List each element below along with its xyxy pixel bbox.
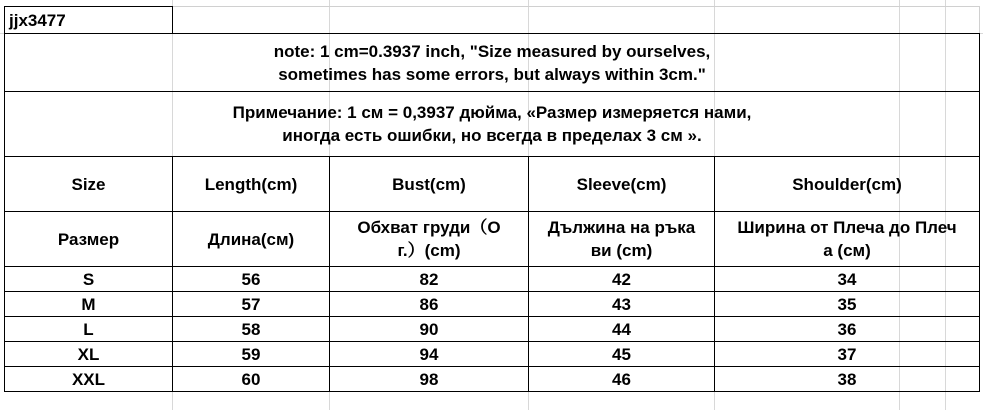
header-size-ru-line-1: Размер	[57, 229, 120, 249]
header-shoulder-ru-line-2: а (см)	[823, 241, 871, 260]
header-length[interactable]: Length(cm)	[173, 157, 330, 212]
header-size-ru[interactable]	[5, 212, 173, 267]
shoulder-cell[interactable]: 35	[715, 292, 980, 317]
english-note-line-1: note: 1 cm=0.3937 inch, "Size measured by ourselves,	[273, 41, 711, 61]
shoulder-cell[interactable]: 36	[715, 317, 980, 342]
size-cell[interactable]: M	[5, 292, 173, 317]
shoulder-cell[interactable]: 37	[715, 342, 980, 367]
shoulder-cell[interactable]: 34	[715, 267, 980, 292]
size-cell[interactable]: L	[5, 317, 173, 342]
bust-cell[interactable]: 98	[330, 367, 529, 392]
header-shoulder-ru-line-1: Ширина от Плеча до Плеч	[737, 218, 957, 237]
header-sleeve-ru-line-1: Дължина на ръка	[547, 218, 696, 237]
header-shoulder[interactable]: Shoulder(cm)	[715, 157, 980, 212]
table-row	[5, 367, 980, 392]
header-sleeve[interactable]: Sleeve(cm)	[529, 157, 715, 212]
bust-cell[interactable]: 82	[330, 267, 529, 292]
header-sleeve-ru-line-2: ви (cm)	[590, 241, 653, 260]
table-row	[5, 342, 980, 367]
header-size[interactable]: Size	[5, 157, 173, 212]
table-row	[5, 292, 980, 317]
header-row-localized	[5, 212, 980, 267]
length-cell[interactable]: 56	[173, 267, 330, 292]
table-row	[5, 317, 980, 342]
length-cell[interactable]: 60	[173, 367, 330, 392]
sleeve-cell[interactable]: 43	[529, 292, 715, 317]
size-cell[interactable]: S	[5, 267, 173, 292]
header-bust-ru-line-1: Обхват груди（О	[357, 218, 501, 237]
size-cell[interactable]: XL	[5, 342, 173, 367]
sleeve-cell[interactable]: 44	[529, 317, 715, 342]
english-note-line-2: sometimes has some errors, but always within 3cm."	[278, 64, 706, 84]
header-bust-ru[interactable]	[330, 212, 529, 267]
shoulder-cell[interactable]: 38	[715, 367, 980, 392]
product-code-cell[interactable]: jjx3477	[5, 7, 173, 34]
header-length-ru[interactable]	[173, 212, 330, 267]
code-row	[5, 7, 980, 34]
header-length-ru-line-1: Длина(см)	[207, 229, 295, 249]
size-cell[interactable]: XXL	[5, 367, 173, 392]
sleeve-cell[interactable]: 46	[529, 367, 715, 392]
length-cell[interactable]: 59	[173, 342, 330, 367]
header-bust[interactable]: Bust(cm)	[330, 157, 529, 212]
english-note-row	[5, 34, 980, 92]
size-chart-table	[4, 6, 980, 392]
russian-note-row	[5, 92, 980, 157]
header-shoulder-ru[interactable]	[715, 212, 980, 267]
length-cell[interactable]: 58	[173, 317, 330, 342]
sleeve-cell[interactable]: 42	[529, 267, 715, 292]
table-row	[5, 267, 980, 292]
russian-note-line-2: иногда есть ошибки, но всегда в пределах 3 см ».	[282, 126, 702, 145]
header-row-english	[5, 157, 980, 212]
header-bust-ru-line-2: г.）(cm)	[397, 241, 461, 260]
length-cell[interactable]: 57	[173, 292, 330, 317]
bust-cell[interactable]: 86	[330, 292, 529, 317]
russian-note-line-1: Примечание: 1 см = 0,3937 дюйма, «Размер измеряется нами,	[232, 103, 752, 122]
empty-cell[interactable]	[173, 7, 980, 34]
bust-cell[interactable]: 94	[330, 342, 529, 367]
header-sleeve-ru[interactable]	[529, 212, 715, 267]
russian-note-cell[interactable]	[5, 92, 980, 157]
english-note-cell[interactable]	[5, 34, 980, 92]
sleeve-cell[interactable]: 45	[529, 342, 715, 367]
bust-cell[interactable]: 90	[330, 317, 529, 342]
